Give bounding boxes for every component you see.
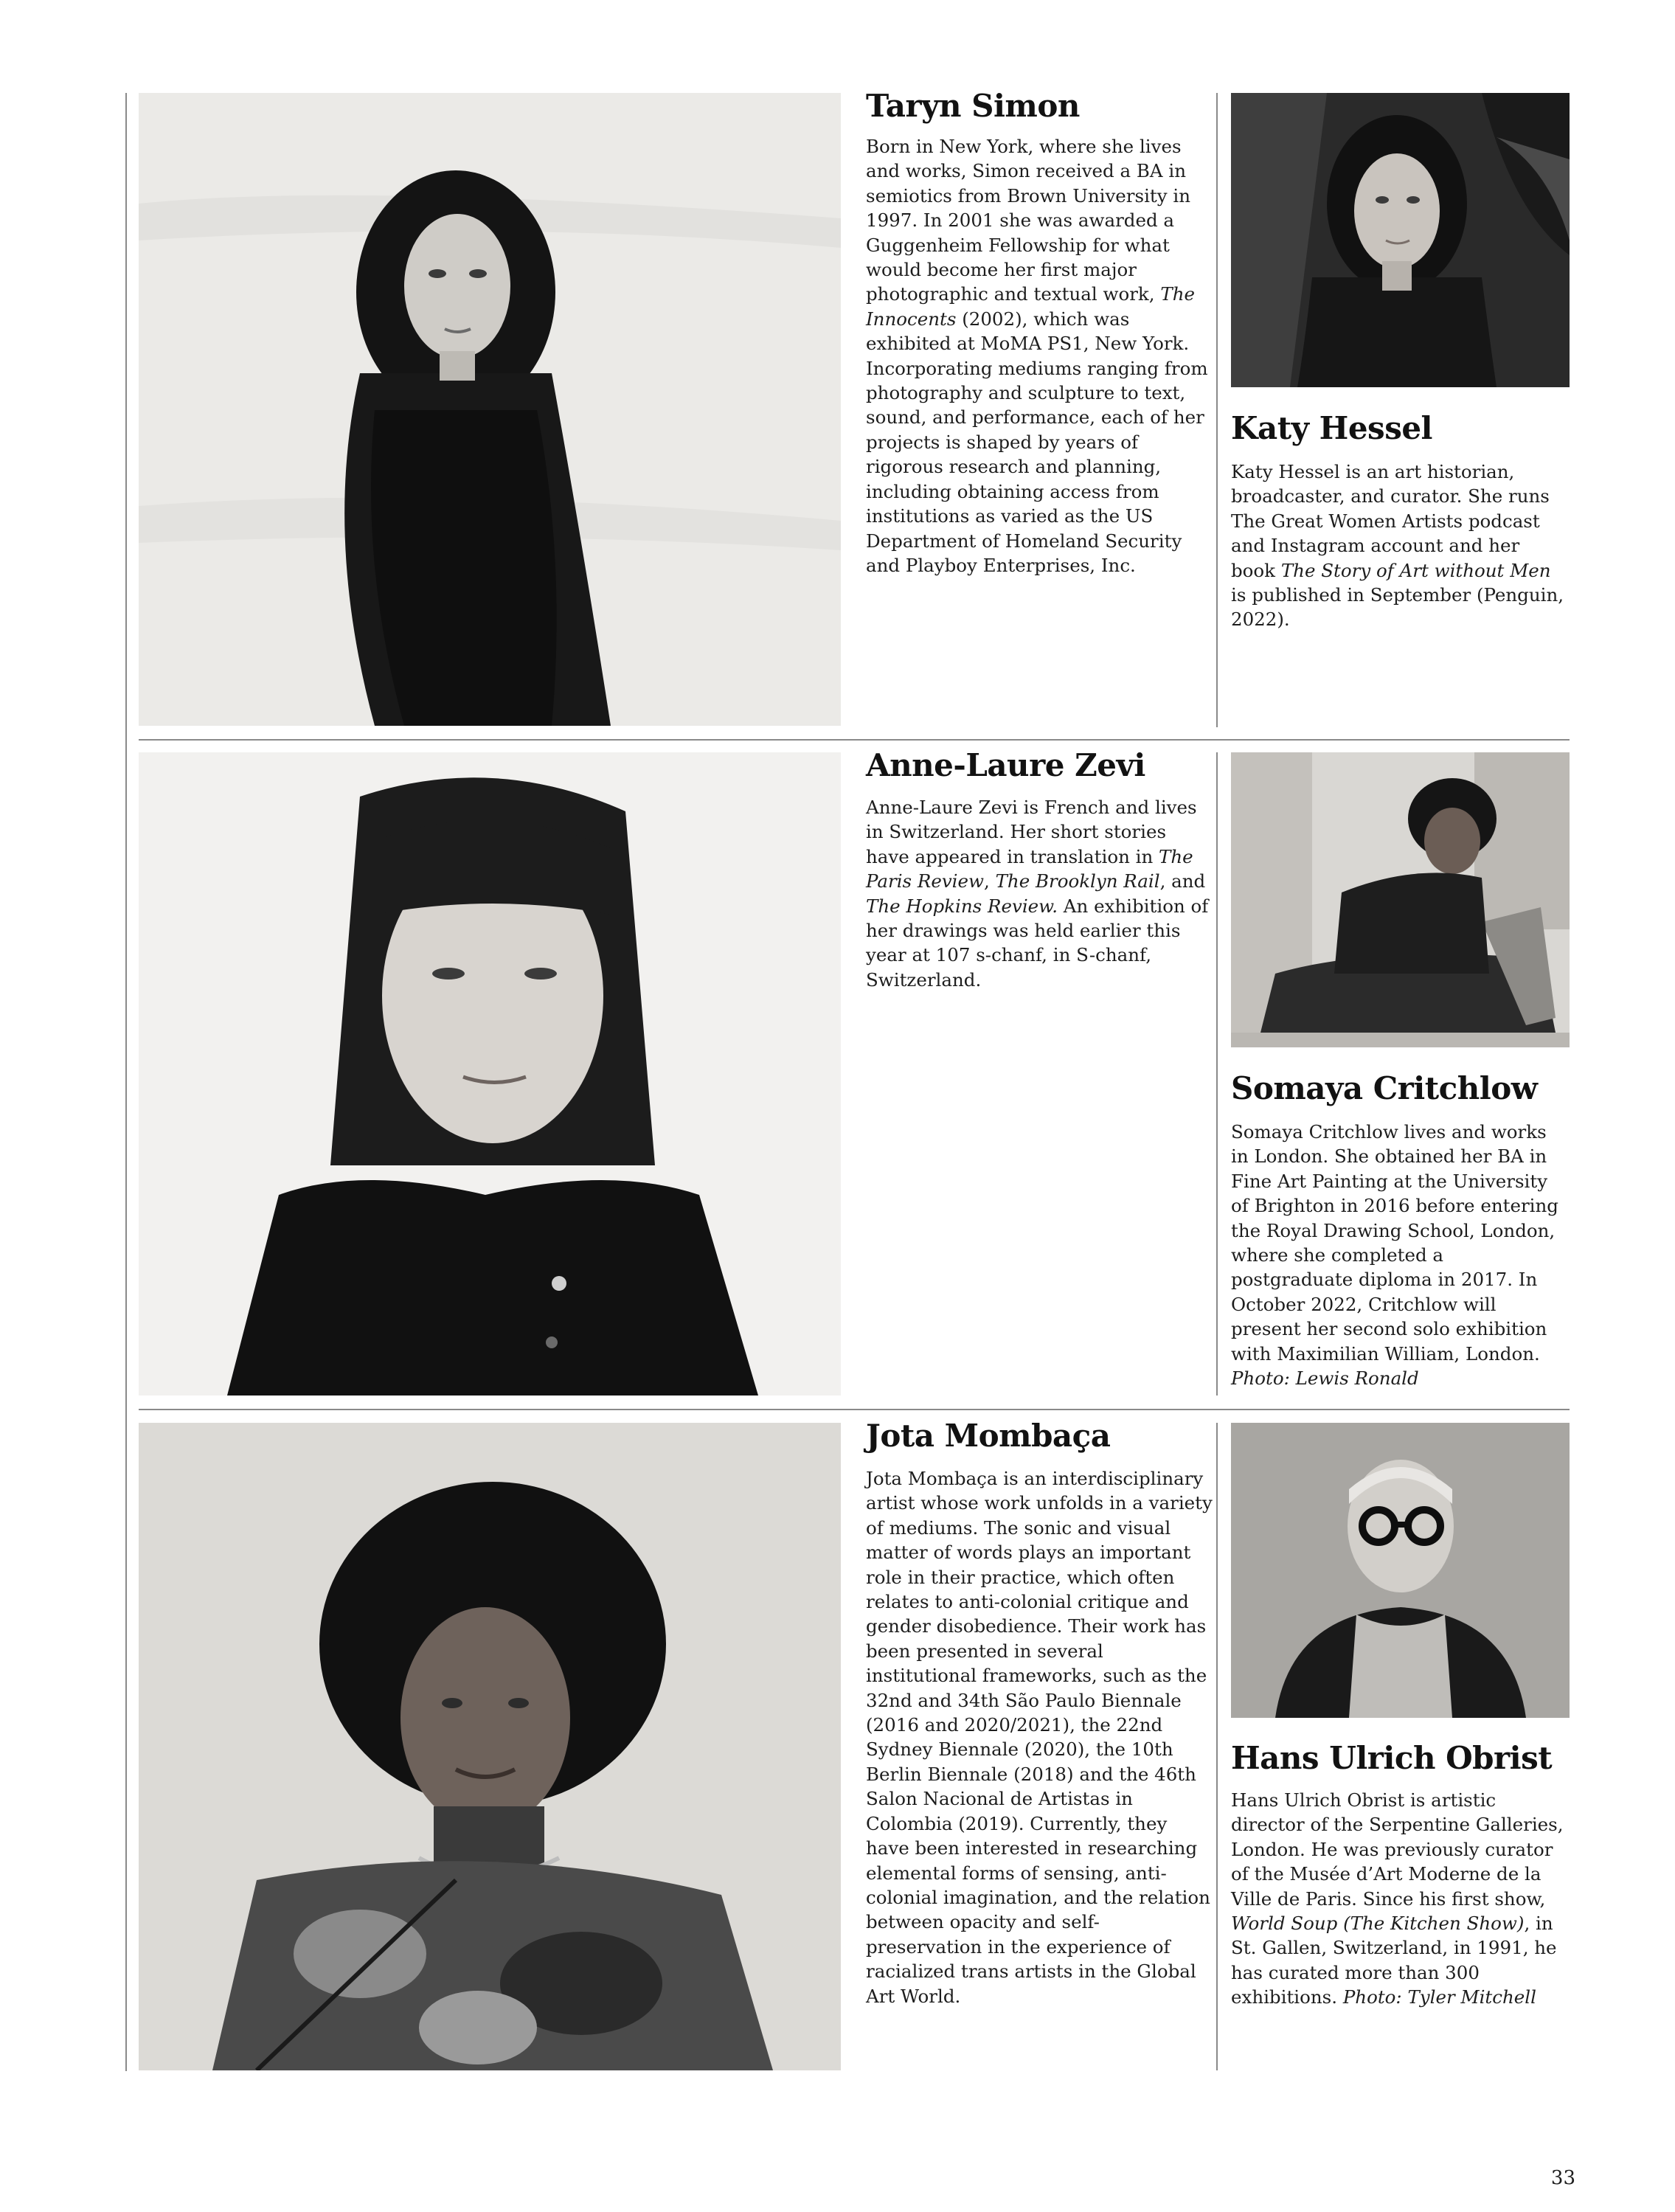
bio-segment: , and <box>1159 870 1206 892</box>
portrait-hans-ulrich-obrist <box>1231 1423 1570 1718</box>
row-divider-1 <box>139 739 1570 741</box>
bio-segment: Somaya Critchlow lives and works in London. She obtained her BA in Fine Art Painting at the University of Brighton in 2016 before entering the Royal Drawing School, London, where she completed a postgraduate diploma in 2017. In October 2022, Critchlow will present her second solo exhibition with Maximilian William, London. <box>1231 1121 1558 1365</box>
portrait-taryn-simon <box>139 93 841 726</box>
bio-segment: Born in New York, where she lives and works, Simon received a BA in semiotics from Brown University in 1997. In 2001 she was awarded a Guggenheim Fellowship for what would become her first major photographic and textual work, <box>866 136 1191 305</box>
bio-italic-segment: The Paris Review <box>866 845 1193 892</box>
bio-segment: Jota Mombaça is an interdisciplinary artist whose work unfolds in a variety of mediums. The sonic and visual matter of words plays an important role in their practice, which often relates to anti-colonial critique and gender disobedience. Their work has been presented in several institutional frameworks, such as the 32nd and 34th São Paulo Biennale (2016 and 2020/2021), the 22nd Sydney Biennale (2020), the 10th Berlin Biennale (2018) and the 46th Salon Nacional de Artistas in Colombia (2019). Currently, they have been interested in researching elemental forms of sensing, anti-colonial imagination, and the relation between opacity and self-preservation in the experience of racialized trans artists in the Global Art World. <box>866 1468 1213 2007</box>
bio-segment: An exhibition of her drawings was held earlier this year at 107 s-chanf, in S-chanf, Switzerland. <box>866 895 1209 991</box>
column-rule-row-3 <box>1216 1423 1218 2070</box>
bio-katy-hessel <box>1231 460 1564 632</box>
name-hans-ulrich-obrist: Hans Ulrich Obrist <box>1231 1740 1553 1776</box>
bio-italic-segment: The Story of Art without Men <box>1280 559 1551 581</box>
bio-italic-segment: Photo: Lewis Ronald <box>1231 1367 1419 1390</box>
name-somaya-critchlow: Somaya Critchlow <box>1231 1070 1538 1106</box>
bio-segment: Katy Hessel is an art historian, broadcaster, and curator. She runs The Great Women Artists podcast and Instagram account and her book <box>1231 461 1550 581</box>
column-rule-row-2 <box>1216 752 1218 1395</box>
bio-segment: , in St. Gallen, Switzerland, in 1991, he has curated more than 300 exhibitions. <box>1231 1913 1557 2008</box>
bio-italic-segment: Photo: Tyler Mitchell <box>1342 1986 1536 2008</box>
portrait-anne-laure-zevi <box>139 752 841 1395</box>
bio-italic-segment: World Soup (The Kitchen Show) <box>1231 1913 1525 1935</box>
name-jota-mombaca: Jota Mombaça <box>866 1418 1111 1454</box>
bio-taryn-simon <box>866 134 1213 578</box>
row-divider-2 <box>139 1409 1570 1410</box>
bio-jota-mombaca <box>866 1466 1213 2008</box>
bio-anne-laure-zevi <box>866 795 1213 992</box>
bio-hans-ulrich-obrist <box>1231 1788 1564 2010</box>
page-number: 33 <box>1550 2167 1575 2189</box>
bio-somaya-critchlow <box>1231 1120 1564 1390</box>
bio-italic-segment: The Brooklyn Rail <box>995 870 1160 892</box>
bio-segment: (2002), which was exhibited at MoMA PS1, New York. Incorporating mediums ranging from photography and sculpture to text, sound, and performance, each of her projects is shaped by years of rigorous research and planning, including obtaining access from institutions as varied as the US Department of Homeland Security and Playboy Enterprises, Inc. <box>866 308 1208 576</box>
column-rule-row-1 <box>1216 93 1218 727</box>
bio-segment: is published in September (Penguin, 2022). <box>1231 584 1564 631</box>
name-anne-laure-zevi: Anne-Laure Zevi <box>866 747 1145 783</box>
portrait-katy-hessel <box>1231 93 1570 387</box>
name-katy-hessel: Katy Hessel <box>1231 410 1433 446</box>
name-taryn-simon: Taryn Simon <box>866 88 1080 124</box>
portrait-jota-mombaca <box>139 1423 841 2070</box>
bio-segment: Anne-Laure Zevi is French and lives in Switzerland. Her short stories have appeared in translation in <box>866 797 1197 867</box>
bio-segment: Hans Ulrich Obrist is artistic director of the Serpentine Galleries, London. He was previously curator of the Musée d’Art Moderne de la Ville de Paris. Since his first show, <box>1231 1789 1564 1910</box>
left-margin-rule <box>125 93 127 2071</box>
bio-italic-segment: The Hopkins Review. <box>866 895 1058 917</box>
bio-segment: , <box>984 870 996 892</box>
bio-italic-segment: The Innocents <box>866 283 1195 330</box>
portrait-somaya-critchlow <box>1231 752 1570 1047</box>
